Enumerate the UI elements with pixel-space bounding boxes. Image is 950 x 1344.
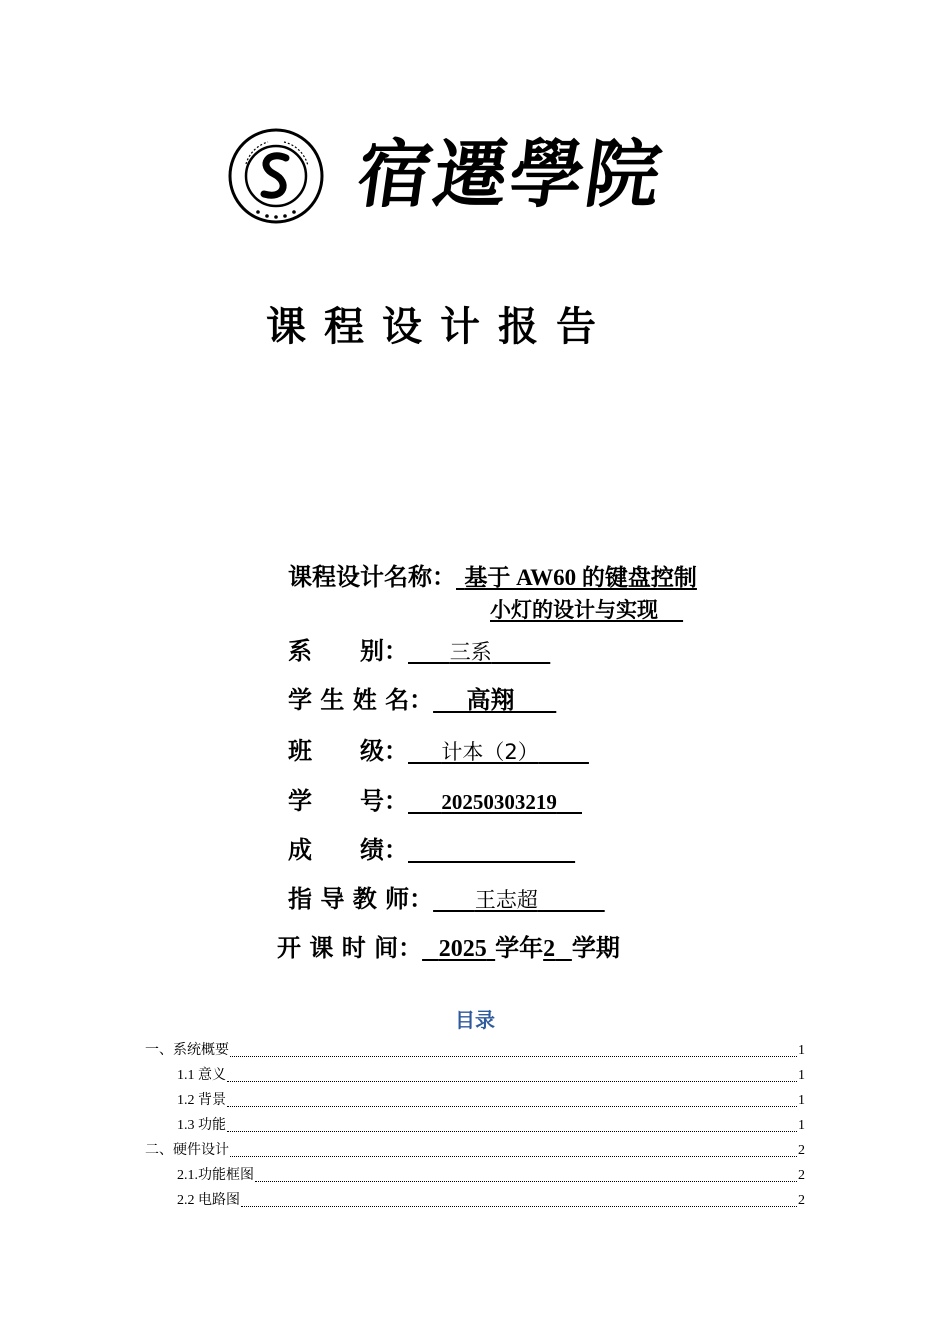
table-of-contents xyxy=(145,1037,805,1212)
toc-dot-leader xyxy=(227,1131,797,1132)
class-label: 班 级： xyxy=(288,737,408,765)
toc-dot-leader xyxy=(230,1056,797,1057)
college-seal-icon xyxy=(228,128,324,224)
course-time-row xyxy=(277,928,620,963)
student-name-row xyxy=(288,680,556,715)
course-name-row-2 xyxy=(490,594,683,624)
department-row xyxy=(288,631,550,666)
toc-entry[interactable] xyxy=(145,1162,805,1187)
course-name-line2: 小灯的设计与实现 xyxy=(490,598,658,622)
toc-entry[interactable] xyxy=(145,1087,805,1112)
grade-blank xyxy=(408,836,575,864)
student-id-row xyxy=(288,781,582,816)
student-name-label: 学 生 姓 名： xyxy=(288,686,434,714)
teacher-row xyxy=(288,879,605,914)
course-year-value: 2025 xyxy=(438,936,487,962)
toc-title: 目录 xyxy=(455,1008,495,1032)
toc-dot-leader xyxy=(255,1181,797,1182)
teacher-label: 指 导 教 师： xyxy=(288,885,434,913)
report-title: 课程设计报告 xyxy=(266,304,614,350)
teacher-value: 王志超 xyxy=(474,888,538,912)
toc-entry-text: 2.1.功能框图 xyxy=(177,1165,254,1187)
course-name-line1: 基于 AW60 的键盘控制 xyxy=(464,565,697,590)
college-name-logo: 宿遷學院 xyxy=(351,132,669,218)
toc-entry-text: 一、系统概要 xyxy=(145,1040,229,1062)
toc-entry-page: 2 xyxy=(798,1168,805,1183)
grade-row xyxy=(288,830,575,865)
department-value: 三系 xyxy=(449,640,492,664)
toc-entry[interactable] xyxy=(145,1037,805,1062)
toc-entry-page: 1 xyxy=(798,1068,805,1083)
course-year-suffix: 学年 xyxy=(495,934,544,962)
student-id-value: 20250303219 xyxy=(441,790,557,814)
course-term-suffix: 学期 xyxy=(571,934,620,962)
toc-entry-page: 2 xyxy=(798,1143,805,1158)
toc-dot-leader xyxy=(227,1106,797,1107)
toc-dot-leader xyxy=(227,1081,797,1082)
toc-entry-text: 1.3 功能 xyxy=(177,1115,226,1137)
toc-entry-text: 二、硬件设计 xyxy=(145,1140,229,1162)
student-id-label: 学 号： xyxy=(288,787,408,815)
toc-entry-page: 1 xyxy=(798,1118,805,1133)
toc-entry[interactable] xyxy=(145,1112,805,1137)
toc-entry-text: 1.2 背景 xyxy=(177,1090,226,1112)
toc-entry-page: 1 xyxy=(798,1043,805,1058)
toc-entry[interactable] xyxy=(145,1187,805,1212)
course-name-label: 课程设计名称： xyxy=(288,563,456,591)
student-name-value: 高翔 xyxy=(466,688,515,714)
college-logo xyxy=(228,125,668,225)
toc-dot-leader xyxy=(241,1206,797,1207)
class-row xyxy=(288,731,589,766)
toc-dot-leader xyxy=(230,1156,797,1157)
toc-entry[interactable] xyxy=(145,1137,805,1162)
toc-entry-page: 1 xyxy=(798,1093,805,1108)
course-name-row xyxy=(288,557,697,592)
toc-entry-text: 1.1 意义 xyxy=(177,1065,226,1087)
toc-entry-page: 2 xyxy=(798,1193,805,1208)
toc-entry[interactable] xyxy=(145,1062,805,1087)
department-label: 系 别： xyxy=(288,637,408,665)
class-value: 计本（2） xyxy=(441,740,539,764)
course-term-value: 2 xyxy=(543,936,556,962)
course-time-label: 开 课 时 间： xyxy=(277,934,423,962)
toc-entry-text: 2.2 电路图 xyxy=(177,1190,240,1212)
grade-label: 成 绩： xyxy=(288,836,408,864)
